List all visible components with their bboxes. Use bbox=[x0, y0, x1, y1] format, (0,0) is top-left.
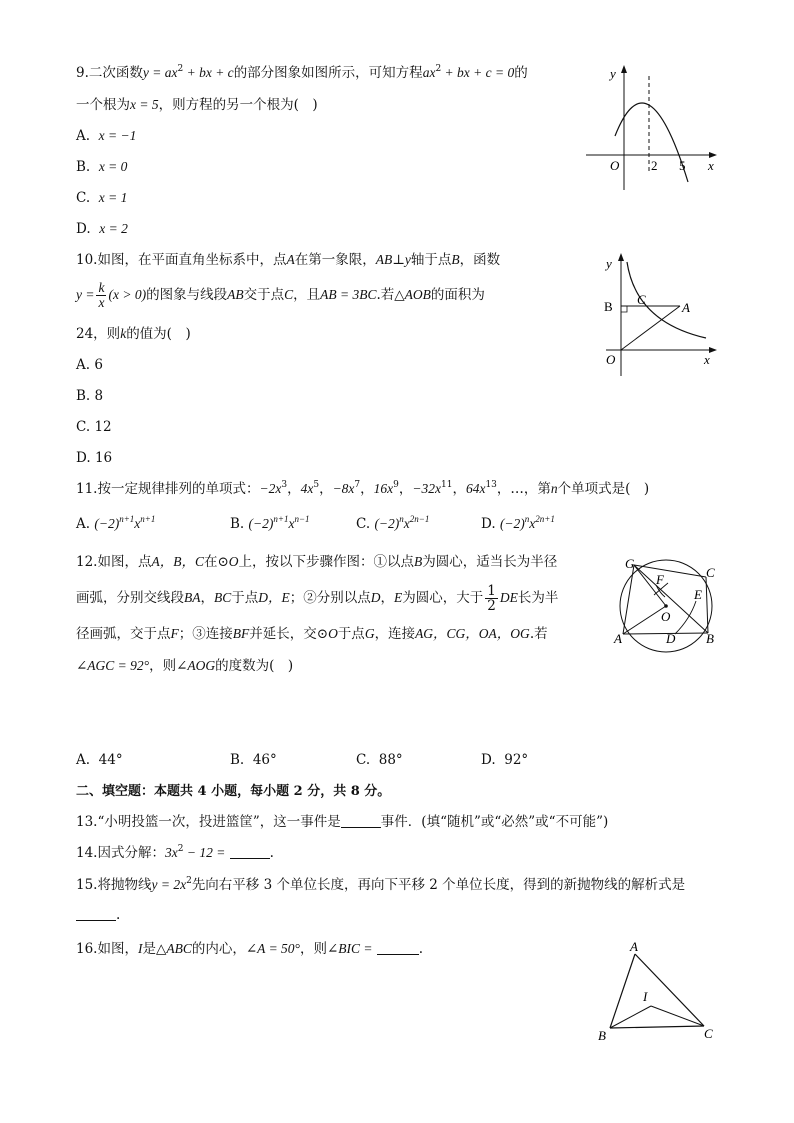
q12-fig-b: B bbox=[706, 631, 714, 646]
q14-answer-blank[interactable] bbox=[230, 845, 270, 859]
q9-fig-tick-5: 5 bbox=[679, 158, 686, 173]
q11-option-a[interactable]: A. $(-2)^{n+1}x^{n+1}$ bbox=[76, 514, 156, 532]
q12-number: 12. bbox=[76, 554, 98, 570]
q9-line2: 一个根为x = 5，则方程的另一个根为( ) bbox=[76, 97, 318, 113]
q16-line: 16.如图，I是△ABC的内心，∠A = 50°，则∠BIC = . bbox=[76, 941, 424, 957]
q10-fig-origin: O bbox=[606, 352, 616, 367]
q15-answer-blank[interactable] bbox=[76, 907, 116, 921]
q9-parabola-figure bbox=[580, 62, 720, 194]
q10-option-a[interactable]: A. 6 bbox=[76, 357, 103, 373]
q12-fig-o: O bbox=[661, 609, 671, 624]
q15-line2: . bbox=[76, 906, 120, 924]
q12-line1: 12.如图，点A，B，C在⊙O上，按以下步骤作图：①以点B为圆心，适当长为半径 bbox=[76, 554, 558, 570]
q10-line3: 24，则k的值为( ) bbox=[76, 326, 191, 342]
q14-line: 14.因式分解：$3x^2 - 12$ = . bbox=[76, 844, 274, 861]
q12-fig-e: E bbox=[694, 587, 702, 602]
q9-option-d[interactable]: D. x = 2 bbox=[76, 221, 128, 237]
q9-option-b[interactable]: B. x = 0 bbox=[76, 159, 128, 175]
q9-line1: 9.二次函数$y = ax^2$ + bx + c的部分图象如图所示，可知方程$ax^2$ + bx + c = 0的 bbox=[76, 64, 528, 81]
q9-option-a[interactable]: A. x = −1 bbox=[76, 128, 137, 144]
q9-fig-x-label: x bbox=[708, 158, 714, 173]
q10-hyperbola-figure bbox=[596, 252, 720, 380]
q10-fig-c: C bbox=[637, 292, 646, 307]
q11-option-b[interactable]: B. $(-2)^{n+1}x^{n-1}$ bbox=[230, 514, 310, 532]
q9-option-c[interactable]: C. x = 1 bbox=[76, 190, 128, 206]
q12-fig-f: F bbox=[656, 572, 664, 587]
q12-option-c[interactable]: C. 88° bbox=[356, 752, 403, 768]
section2-title: 二、填空题：本题共 4 小题，每小题 2 分，共 8 分。 bbox=[76, 784, 391, 799]
q13-answer-blank[interactable] bbox=[341, 814, 381, 828]
q16-fig-b: B bbox=[598, 1028, 606, 1043]
q10-line1: 10.如图，在平面直角坐标系中，点A在第一象限，AB⊥y轴于点B，函数 bbox=[76, 252, 501, 268]
q16-answer-blank[interactable] bbox=[377, 941, 419, 955]
q13-number: 13. bbox=[76, 814, 98, 830]
q10-option-d[interactable]: D. 16 bbox=[76, 450, 113, 466]
q10-line2: y = $\frac{k}{x}$ (x > 0)的图象与线段AB交于点C，且AB = 3BC.若△AOB的面积为 bbox=[76, 280, 485, 310]
q9-number: 9. bbox=[76, 65, 89, 81]
q12-fig-c: C bbox=[706, 565, 715, 580]
q15-line1: 15.将抛物线$y = 2x^2$先向右平移 3 个单位长度，再向下平移 2 个单位长度，得到的新抛物线的解析式是 bbox=[76, 876, 686, 893]
q12-fig-g: G bbox=[625, 556, 635, 571]
q12-option-d[interactable]: D. 92° bbox=[481, 752, 529, 768]
q12-line3: 径画弧，交于点F；③连接BF并延长，交⊙O于点G，连接AG，CG，OA，OG.若 bbox=[76, 626, 548, 642]
q16-fig-i: I bbox=[643, 989, 648, 1004]
q10-option-c[interactable]: C. 12 bbox=[76, 419, 112, 435]
q16-fig-a: A bbox=[630, 939, 638, 954]
q16-triangle-figure bbox=[594, 940, 720, 1046]
q16-fig-c: C bbox=[704, 1026, 713, 1041]
q11-number: 11. bbox=[76, 481, 98, 497]
q12-fig-d: D bbox=[666, 631, 676, 646]
q12-circle-figure bbox=[612, 555, 724, 655]
q12-option-b[interactable]: B. 46° bbox=[230, 752, 277, 768]
q9-fig-y-label: y bbox=[610, 66, 616, 81]
q12-line4: ∠AGC = 92°，则∠AOG的度数为( ) bbox=[76, 658, 294, 674]
q13-line: 13.“小明投篮一次，投进篮筐”，这一事件是 事件．(填“随机”或“必然”或“不可能”) bbox=[76, 814, 609, 830]
q16-number: 16. bbox=[76, 941, 98, 957]
q9-fig-tick-2: 2 bbox=[651, 158, 658, 173]
q10-option-b[interactable]: B. 8 bbox=[76, 388, 104, 404]
q10-number: 10. bbox=[76, 252, 98, 268]
q11-line1: 11.按一定规律排列的单项式：$-2x^3$，$4x^5$，$-8x^7$，$16x^9$，$-32x^{11}$，$64x^{13}$，…，第n个单项式是( ) bbox=[76, 480, 650, 497]
q10-fig-x-label: x bbox=[704, 352, 710, 367]
q10-fig-b: B bbox=[604, 299, 613, 314]
q12-option-a[interactable]: A. 44° bbox=[76, 752, 123, 768]
q10-fig-y-label: y bbox=[606, 256, 612, 271]
q12-line2: 画弧，分别交线段BA，BC于点D，E；②分别以点D，E为圆心，大于 $\frac{1}{2}$ DE长为半 bbox=[76, 583, 559, 614]
q10-fig-a: A bbox=[682, 300, 690, 315]
q11-option-c[interactable]: C. $(-2)^nx^{2n-1}$ bbox=[356, 514, 430, 532]
q11-option-d[interactable]: D. $(-2)^nx^{2n+1}$ bbox=[481, 514, 555, 532]
q12-fig-a: A bbox=[614, 631, 622, 646]
q9-fig-origin: O bbox=[610, 158, 620, 173]
q15-number: 15. bbox=[76, 877, 98, 893]
q14-number: 14. bbox=[76, 845, 98, 861]
